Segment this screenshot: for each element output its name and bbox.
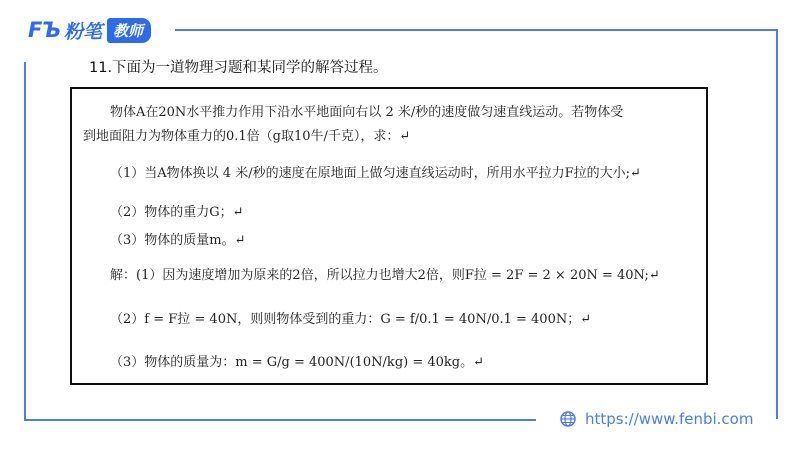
problem-stem-line-2: 到地面阻力为物体重力的0.1倍（g取10牛/千克），求：↵ (83, 129, 411, 144)
question-part-3: （3）物体的质量m。↵ (110, 233, 246, 248)
frame-line-bottom (24, 419, 536, 421)
frame-line-left (24, 62, 26, 420)
problem-stem-line-1: 物体A在20N水平推力作用下沿水平地面向右以 2 米/秒的速度做匀速直线运动。若物体受 (110, 105, 624, 120)
logo-name: 粉笔 (64, 20, 103, 43)
logo-mark: FЪ (28, 18, 61, 42)
question-part-1: （1）当A物体换以 4 米/秒的速度在原地面上做匀速直线运动时，所用水平拉力F拉的大小;↵ (110, 166, 641, 181)
footer-url[interactable] (560, 410, 753, 428)
problem-box (70, 87, 708, 385)
solution-part-1: 解：(1）因为速度增加为原来的2倍，所以拉力也增大2倍，则F拉 = 2F = 2 × 20N = 40N;↵ (110, 268, 660, 283)
question-part-2: （2）物体的重力G；↵ (110, 205, 244, 220)
solution-part-3: （3）物体的质量为：m = G/g = 400N/(10N/kg) = 40kg。↵ (110, 355, 484, 370)
solution-part-2: （2）f = F拉 = 40N，则则物体受到的重力：G = f/0.1 = 40N/0.1 = 400N；↵ (110, 312, 592, 327)
footer-url-text: https://www.fenbi.com (585, 410, 754, 428)
fenbi-logo (28, 17, 151, 43)
globe-icon (560, 411, 576, 427)
logo-badge: 教师 (107, 18, 151, 43)
question-title: 11.下面为一道物理习题和某同学的解答过程。 (89, 60, 388, 76)
frame-line-top (175, 29, 777, 31)
frame-line-right (776, 29, 778, 419)
